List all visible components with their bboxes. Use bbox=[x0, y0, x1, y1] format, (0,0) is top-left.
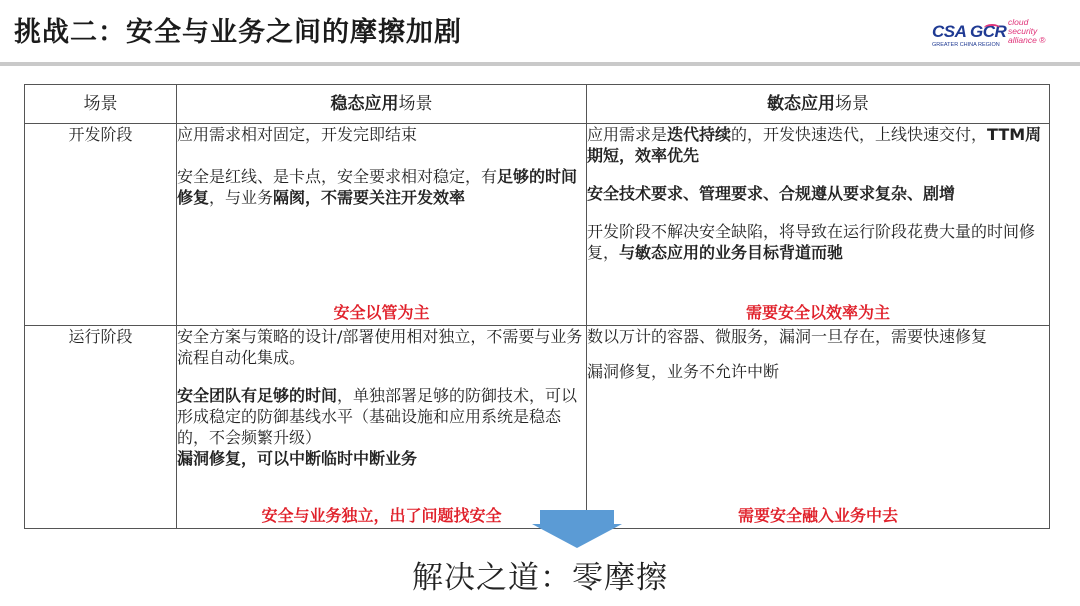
dev-stable-p2-c: ，与业务 bbox=[209, 188, 274, 207]
run-stable-p1: 安全方案与策略的设计/部署使用相对独立，不需要与业务流程自动化集成。 bbox=[177, 327, 583, 367]
down-arrow-icon bbox=[532, 510, 622, 548]
header-scene: 场景 bbox=[25, 85, 177, 124]
run-agile-slogan: 需要安全融入业务中去 bbox=[737, 506, 898, 525]
solution-heading: 解决之道：零摩擦 bbox=[412, 560, 668, 596]
dev-agile-slogan: 需要安全以效率为主 bbox=[745, 303, 890, 322]
dev-stable-p2-e: ，不需要关注开发效率 bbox=[305, 188, 466, 207]
run-stable-p3: 漏洞修复，可以中断临时中断业务 bbox=[177, 449, 418, 468]
table-header-row bbox=[25, 85, 1050, 124]
header-stable-bold: 稳态应用 bbox=[330, 93, 399, 114]
header-agile bbox=[587, 85, 1050, 124]
run-agile-p1: 数以万计的容器、微服务，漏洞一旦存在，需要快速修复 bbox=[587, 327, 988, 346]
slide-title: 挑战二：安全与业务之间的摩擦加剧 bbox=[14, 17, 462, 48]
logo-gcr: GCR bbox=[970, 22, 1007, 41]
run-stable-slogan: 安全与业务独立，出了问题找安全 bbox=[261, 506, 502, 525]
dev-agile-p1-b: 迭代持续 bbox=[667, 125, 732, 144]
cell-dev-stable bbox=[177, 124, 587, 326]
logo-region: GREATER CHINA REGION bbox=[932, 42, 1000, 48]
comparison-table bbox=[24, 84, 1050, 529]
dev-stable-p2 bbox=[177, 166, 586, 208]
dev-stable-p2-a: 安全是红线、是卡点，安全要求相对稳定，有 bbox=[177, 167, 498, 186]
logo-cloud: cloud bbox=[1008, 17, 1029, 27]
row-label-run: 运行阶段 bbox=[25, 326, 177, 529]
dev-stable-p2-b: 足够的时间修复 bbox=[177, 167, 578, 207]
header-agile-bold: 敏态应用 bbox=[767, 93, 835, 114]
logo-cloud-security-alliance bbox=[1008, 18, 1045, 45]
logo-alliance: alliance ® bbox=[1008, 35, 1046, 45]
dev-agile-p1-d: TTM周期短，效率优先 bbox=[587, 125, 1042, 165]
header-stable bbox=[177, 85, 587, 124]
logo-swoosh-icon bbox=[984, 24, 1000, 32]
header-agile-rest: 场景 bbox=[835, 93, 869, 114]
run-stable-p2-a: 安全团队有足够的时间 bbox=[177, 386, 338, 405]
dev-stable-slogan: 安全以管为主 bbox=[333, 303, 430, 322]
dev-agile-p1-a: 应用需求是 bbox=[587, 125, 668, 144]
table-row-run bbox=[25, 326, 1050, 529]
dev-stable-p1: 应用需求相对固定，开发完即结束 bbox=[177, 125, 418, 144]
row-label-dev: 开发阶段 bbox=[25, 124, 177, 326]
title-divider bbox=[0, 62, 1080, 66]
table-row-dev bbox=[25, 124, 1050, 326]
logo-csa: CSA bbox=[932, 22, 966, 41]
dev-stable-p2-d: 隔阂 bbox=[273, 188, 306, 207]
logo-security: security bbox=[1008, 26, 1038, 36]
dev-agile-p1-c: 的，开发快速迭代，上线快速交付， bbox=[731, 125, 988, 144]
run-stable-p2 bbox=[177, 385, 586, 448]
run-agile-p2: 漏洞修复，业务不允许中断 bbox=[587, 362, 780, 381]
dev-agile-p1 bbox=[587, 124, 1049, 166]
cell-dev-agile bbox=[587, 124, 1050, 326]
csa-gcr-logo bbox=[932, 18, 1050, 54]
cell-run-stable bbox=[177, 326, 587, 529]
header-stable-rest: 场景 bbox=[398, 93, 433, 114]
dev-agile-p3-a: 开发阶段不解决安全缺陷，将导致在运行阶段花费大量的时间修复， bbox=[587, 222, 1036, 262]
run-stable-p2-b: ，单独部署足够的防御技术，可以形成稳定的防御基线水平（基础设施和应用系统是稳态的，不会频繁升级） bbox=[177, 386, 578, 447]
dev-agile-p2: 安全技术要求、管理要求、合规遵从要求复杂、剧增 bbox=[587, 184, 956, 203]
dev-agile-p3-b: 与敏态应用的业务目标背道而驰 bbox=[619, 243, 844, 262]
dev-agile-p3 bbox=[587, 221, 1049, 263]
cell-run-agile bbox=[587, 326, 1050, 529]
